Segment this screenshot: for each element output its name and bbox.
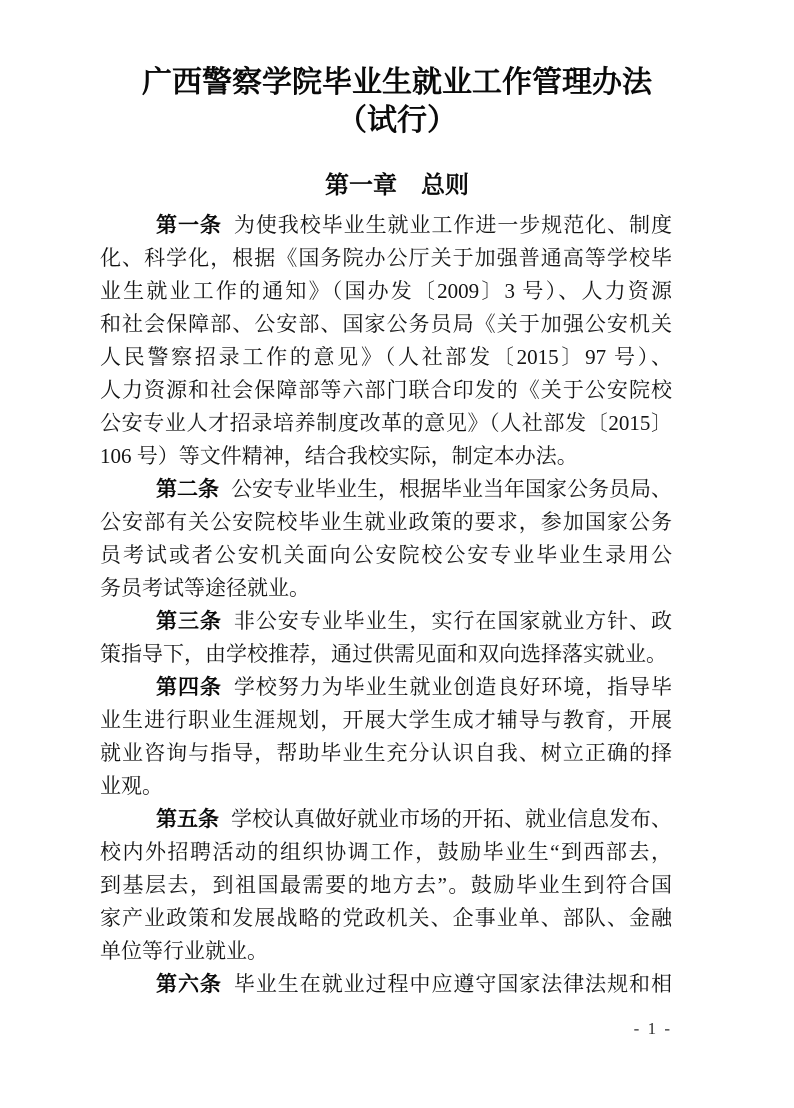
article-5-line-1 [100, 803, 672, 836]
article-3-line-1 [100, 605, 672, 638]
article-5-line-3: 到基层去，到祖国最需要的地方去”。鼓励毕业生到符合国 [100, 873, 672, 897]
article-1-line-4: 和社会保障部、公安部、国家公务员局《关于加强公安机关 [100, 312, 672, 336]
article-4-line-1 [100, 671, 672, 704]
article-2-line-1 [100, 473, 672, 506]
document-title [0, 64, 794, 140]
article-3-line-2: 策指导下，由学校推荐，通过供需见面和双向选择落实就业。 [100, 642, 667, 666]
article-1-line-8: 106 号）等文件精神，结合我校实际，制定本办法。 [100, 444, 578, 468]
article-1-line-2: 化、科学化，根据《国务院办公厅关于加强普通高等学校毕 [100, 246, 672, 270]
article-4-term: 第四条 [156, 676, 222, 699]
article-5-text: 学校认真做好就业市场的开拓、就业信息发布、 [231, 807, 672, 831]
article-1-line-1 [100, 209, 672, 242]
title-line-2: （试行） [337, 104, 457, 137]
title-line-1: 广西警察学院毕业生就业工作管理办法 [142, 66, 652, 99]
article-5-line-2: 校内外招聘活动的组织协调工作，鼓励毕业生“到西部去， [100, 840, 672, 864]
article-1-line-5: 人民警察招录工作的意见》（人社部发〔2015〕97 号）、 [100, 345, 672, 369]
chapter-heading: 第一章 总则 [325, 172, 469, 199]
article-3-text: 非公安专业毕业生，实行在国家就业方针、政 [233, 609, 672, 633]
article-1-line-7: 公安专业人才招录培养制度改革的意见》（人社部发〔2015〕 [100, 411, 672, 435]
article-1-line-3: 业生就业工作的通知》（国办发〔2009〕3 号）、人力资源 [100, 279, 672, 303]
article-2-line-3: 员考试或者公安机关面向公安院校公安专业毕业生录用公 [100, 543, 672, 567]
article-2-line-2: 公安部有关公安院校毕业生就业政策的要求，参加国家公务 [100, 510, 672, 534]
article-5-line-5: 单位等行业就业。 [100, 939, 268, 963]
document-body [100, 209, 672, 1001]
article-1-term: 第一条 [156, 214, 222, 237]
article-2-text: 公安专业毕业生，根据毕业当年国家公务员局、 [231, 477, 672, 501]
article-2-line-4: 务员考试等途径就业。 [100, 576, 310, 600]
article-1-line-6: 人力资源和社会保障部等六部门联合印发的《关于公安院校 [100, 378, 672, 402]
page-number: - 1 - [633, 1019, 672, 1038]
article-3-term: 第三条 [156, 610, 222, 633]
article-4-line-4: 业观。 [100, 774, 163, 798]
article-5-term: 第五条 [156, 808, 219, 831]
article-5-line-4: 家产业政策和发展战略的党政机关、企事业单、部队、金融 [100, 906, 672, 930]
article-6-term: 第六条 [156, 973, 222, 996]
article-1-text: 为使我校毕业生就业工作进一步规范化、制度 [233, 213, 672, 237]
article-6-text: 毕业生在就业过程中应遵守国家法律法规和相 [233, 972, 672, 996]
article-6-line-1 [100, 968, 672, 1001]
article-4-text: 学校努力为毕业生就业创造良好环境，指导毕 [233, 675, 672, 699]
article-4-line-3: 就业咨询与指导，帮助毕业生充分认识自我、树立正确的择 [100, 741, 672, 765]
article-4-line-2: 业生进行职业生涯规划，开展大学生成才辅导与教育，开展 [100, 708, 672, 732]
article-2-term: 第二条 [156, 478, 219, 501]
